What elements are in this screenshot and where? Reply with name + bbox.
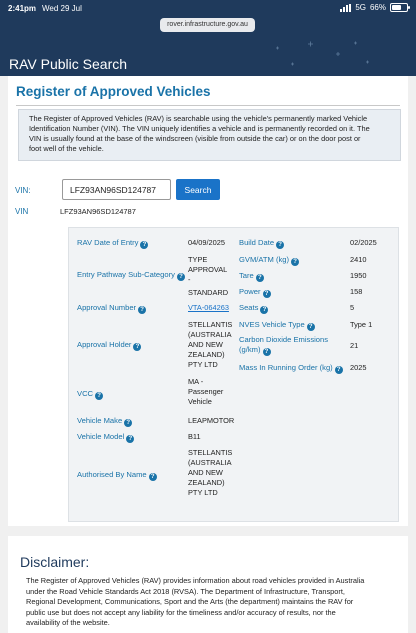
approval-holder-label-text: Approval Holder (77, 340, 132, 349)
browser-bar (0, 18, 416, 40)
disclaimer-title: Disclaimer: (20, 554, 90, 570)
gvm-value: 2410 (350, 255, 367, 264)
nves-type-value: Type 1 (350, 320, 373, 329)
info-circle-icon[interactable]: ? (177, 273, 185, 281)
value-line: STANDARD (188, 288, 229, 297)
power-label-text: Power (239, 287, 261, 296)
intro-box (18, 109, 401, 161)
vin-input[interactable] (62, 179, 171, 200)
authorised-by-label-text: Authorised By Name (77, 470, 147, 479)
title-divider (16, 105, 400, 106)
value-line: STELLANTIS (188, 448, 233, 457)
result-vin-value: LFZ93AN96SD124787 (60, 207, 136, 216)
battery-percent: 66% (369, 3, 386, 12)
vcc-label-text: VCC (77, 389, 94, 398)
value-line: (AUSTRALIA (188, 330, 232, 339)
entry-pathway-label (77, 270, 185, 281)
approval-number-label (77, 303, 146, 314)
mass-running-order-label (239, 363, 343, 374)
mass-running-order-value: 2025 (350, 363, 367, 372)
co2-value: 21 (350, 341, 359, 350)
value-line: (AUSTRALIA (188, 458, 232, 467)
info-circle-icon[interactable]: ? (263, 348, 271, 356)
seats-label (239, 303, 268, 314)
entry-pathway-label-text: Entry Pathway Sub-Category (77, 270, 175, 279)
build-date-value: 02/2025 (350, 238, 377, 247)
authorised-by-label (77, 470, 157, 481)
disclaimer-line: Regional Development, Communications, Sport and the Arts (the department) maintains the RAV for (26, 597, 354, 606)
mass-running-order-label-text: Mass In Running Order (kg) (239, 363, 333, 372)
approval-holder-label (77, 340, 141, 351)
intro-line: The Register of Approved Vehicles (RAV) is searchable using the vehicle's permanently marked Vehicle (29, 114, 368, 123)
info-circle-icon[interactable]: ? (256, 274, 264, 282)
value-line: AND NEW (188, 340, 223, 349)
info-circle-icon[interactable]: ? (140, 241, 148, 249)
disclaimer-line: availability of the website. (26, 618, 110, 627)
info-circle-icon[interactable]: ? (149, 473, 157, 481)
rav-date-value: 04/09/2025 (188, 238, 225, 247)
intro-line: VIN is usually found at the base of the windscreen (visible from outside the car) or on the door post or (29, 134, 361, 143)
disclaimer-panel (8, 536, 408, 633)
info-circle-icon[interactable]: ? (291, 258, 299, 266)
site-header (0, 40, 416, 76)
main-panel (8, 76, 408, 526)
vcc-label (77, 389, 103, 400)
seats-value: 5 (350, 303, 355, 312)
value-line: Vehicle (188, 397, 212, 406)
approval-number-label-text: Approval Number (77, 303, 137, 312)
build-date-label-text: Build Date (239, 238, 275, 247)
disclaimer-text (26, 576, 396, 629)
co2-label (239, 335, 328, 356)
info-circle-icon[interactable]: ? (263, 290, 271, 298)
vehicle-model-label (77, 432, 134, 443)
value-line: Passenger (188, 387, 224, 396)
site-title: RAV Public Search (9, 56, 128, 72)
vcc-value (188, 377, 223, 407)
gvm-label (239, 255, 299, 266)
tare-value: 1950 (350, 271, 367, 280)
entry-pathway-value (188, 255, 228, 298)
vin-label: VIN: (15, 186, 31, 195)
value-line: TYPE (188, 255, 208, 264)
value-line: PTY LTD (188, 360, 218, 369)
co2-label-unit: (g/km) (239, 345, 261, 354)
url-field[interactable]: rover.infrastructure.gov.au (160, 18, 255, 32)
page-title: Register of Approved Vehicles (16, 84, 211, 99)
vehicle-model-label-text: Vehicle Model (77, 432, 125, 441)
vehicle-model-value: B11 (188, 432, 201, 441)
info-circle-icon[interactable]: ? (307, 323, 315, 331)
disclaimer-line: under the Road Vehicle Standards Act 2018 (RVSA). The Department of Infrastructure, Transport, (26, 586, 345, 596)
build-date-label (239, 238, 284, 249)
vehicle-make-value: LEAPMOTOR (188, 416, 235, 425)
nves-type-label (239, 320, 315, 331)
nves-type-label-text: NVES Vehicle Type (239, 320, 305, 329)
co2-label-line2 (239, 345, 328, 356)
battery-icon (390, 3, 408, 12)
status-time: 2:41pm (8, 4, 37, 13)
value-line: - (188, 275, 191, 284)
disclaimer-line: public use but does not accept any liability for the timeliness and/or accuracy of results, nor the (26, 607, 336, 617)
tare-label-text: Tare (239, 271, 254, 280)
info-circle-icon[interactable]: ? (95, 392, 103, 400)
vehicle-details (68, 227, 399, 522)
info-circle-icon[interactable]: ? (126, 435, 134, 443)
power-label (239, 287, 271, 298)
status-date: Wed 29 Jul (42, 4, 82, 13)
southern-cross-decoration-icon (266, 40, 376, 76)
rav-date-label (77, 238, 148, 249)
status-right (340, 3, 408, 12)
co2-label-line: Carbon Dioxide Emissions (239, 335, 329, 344)
intro-line: foot well of the vehicle. (29, 144, 104, 153)
result-vin-label: VIN (15, 207, 29, 216)
info-circle-icon[interactable]: ? (133, 343, 141, 351)
value-line: STELLANTIS (188, 320, 233, 329)
approval-holder-value (188, 320, 232, 370)
info-circle-icon[interactable]: ? (276, 241, 284, 249)
vehicle-make-label-text: Vehicle Make (77, 416, 123, 425)
status-bar (0, 0, 416, 18)
seats-label-text: Seats (239, 303, 259, 312)
value-line: AND NEW (188, 468, 223, 477)
rav-date-label-text: RAV Date of Entry (77, 238, 139, 247)
approval-number-link[interactable]: VTA-064263 (188, 303, 229, 312)
info-circle-icon[interactable]: ? (260, 306, 268, 314)
disclaimer-line: The Register of Approved Vehicles (RAV) provides information about road vehicles provided in Australia (26, 576, 365, 585)
power-value: 158 (350, 287, 363, 296)
signal-bars-icon (340, 4, 351, 12)
authorised-by-value (188, 448, 232, 498)
info-circle-icon[interactable]: ? (335, 366, 343, 374)
value-line: ZEALAND) (188, 350, 225, 359)
value-line: PTY LTD (188, 488, 218, 497)
gvm-label-text: GVM/ATM (kg) (239, 255, 290, 264)
vehicle-make-label (77, 416, 132, 427)
search-button[interactable]: Search (176, 179, 220, 200)
intro-line: Identification Number (VIN). The VIN uniquely identifies a vehicle and is permanently recorded on it. The (29, 124, 370, 133)
tare-label (239, 271, 264, 282)
info-circle-icon[interactable]: ? (138, 306, 146, 314)
value-line: ZEALAND) (188, 478, 225, 487)
value-line: APPROVAL (188, 265, 228, 274)
info-circle-icon[interactable]: ? (124, 419, 132, 427)
network-type: 5G (355, 3, 366, 12)
battery-fill (392, 5, 401, 10)
value-line: MA - (188, 377, 204, 386)
